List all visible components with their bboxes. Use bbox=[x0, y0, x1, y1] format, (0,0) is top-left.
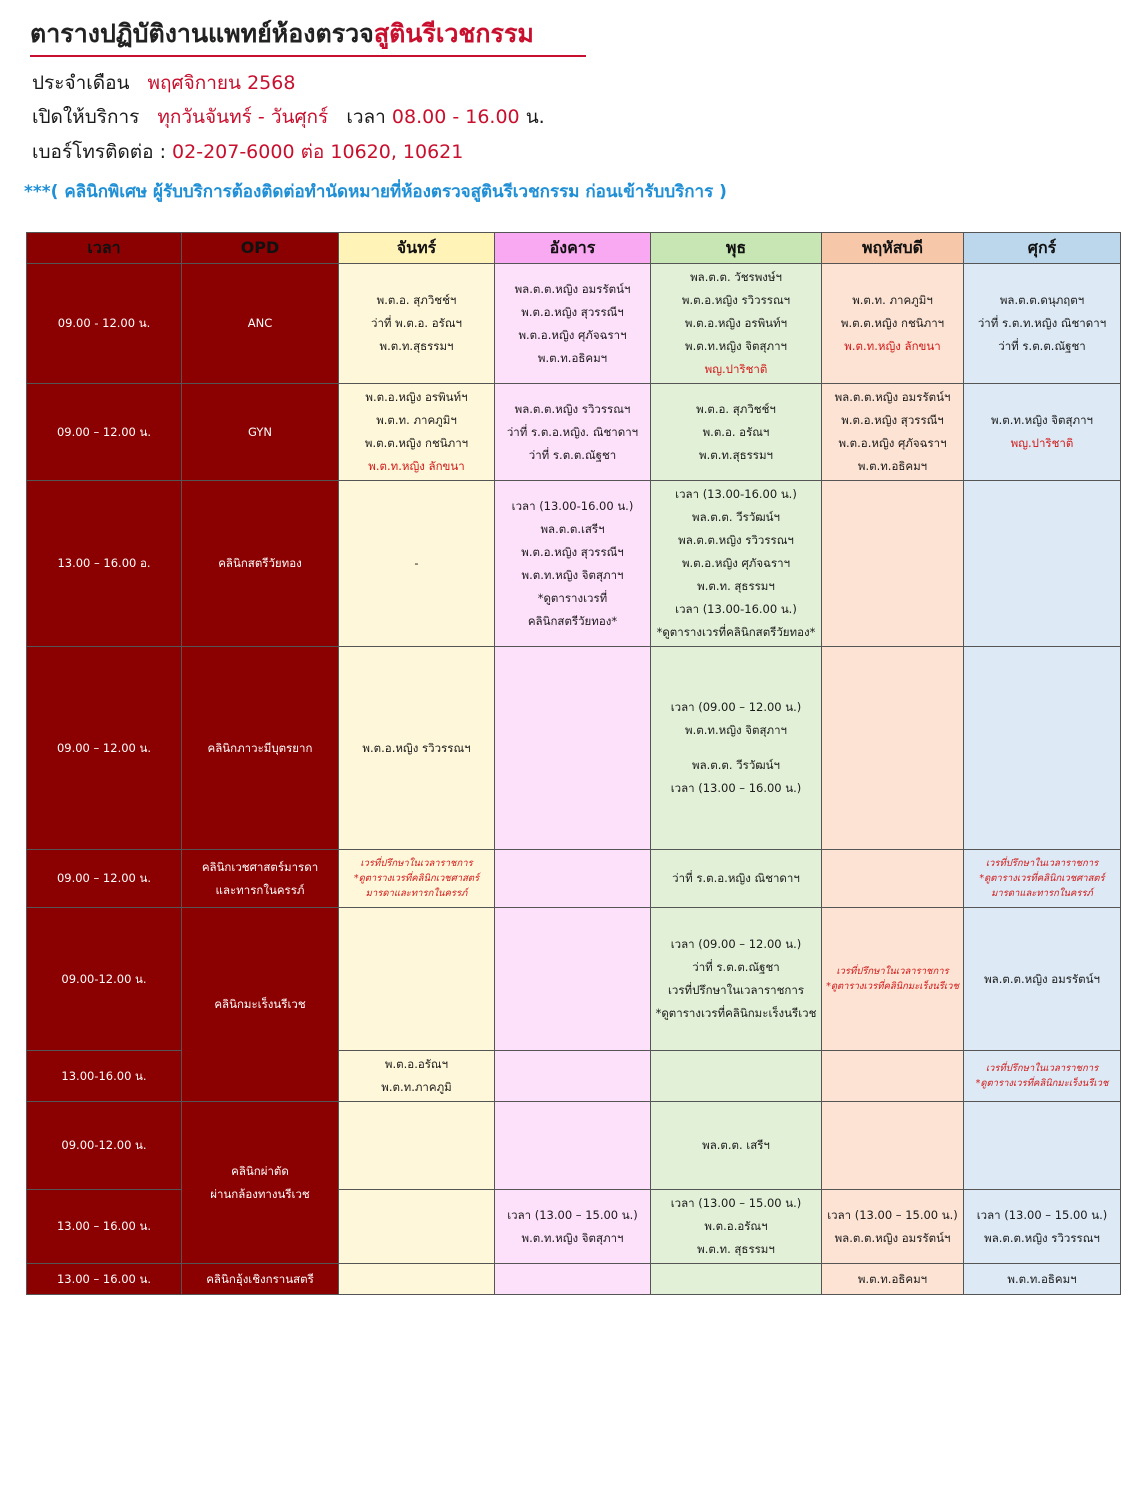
friday-cell bbox=[964, 264, 1121, 384]
monday-cell bbox=[339, 647, 495, 850]
row-endoscopic-am bbox=[27, 1102, 1121, 1190]
wednesday-cell bbox=[651, 384, 822, 481]
monday-cell bbox=[339, 1051, 495, 1102]
phone-value: 02-207-6000 bbox=[172, 141, 295, 163]
doctor-name: พล.ต.ต.หญิง รวิวรรณฯ bbox=[678, 533, 794, 547]
opd-name-line: และทารกในครรภ์ bbox=[215, 882, 305, 897]
monday-cell bbox=[339, 1102, 495, 1190]
doctor-name: พล.ต.ต. เสรีฯ bbox=[702, 1138, 770, 1152]
tuesday-cell bbox=[495, 481, 651, 647]
phone-label: เบอร์โทรติดต่อ : bbox=[32, 141, 166, 163]
tuesday-cell bbox=[495, 264, 651, 384]
friday-cell bbox=[964, 1190, 1121, 1264]
schedule-line: เวลา (13.00 – 15.00 น.) bbox=[507, 1207, 638, 1222]
consult-note: มารดาและทารกในครรภ์ bbox=[365, 888, 468, 899]
doctor-name: ว่าที่ ร.ต.อ.หญิง. ณิชาดาฯ bbox=[506, 424, 639, 439]
opd-cell: คลินิกสตรีวัยทอง bbox=[182, 481, 339, 647]
consult-note: *ดูตารางเวรที่คลินิกมะเร็งนรีเวช bbox=[826, 981, 959, 992]
wednesday-cell bbox=[651, 1102, 822, 1190]
opd-name-line: ผ่านกล้องทางนรีเวช bbox=[210, 1186, 310, 1201]
header-row bbox=[27, 233, 1121, 264]
friday-cell bbox=[964, 1264, 1121, 1295]
row-anc bbox=[27, 264, 1121, 384]
doctor-name: พล.ต.ต.หญิง อมรรัตน์ฯ bbox=[834, 1230, 951, 1245]
thursday-cell bbox=[822, 1051, 964, 1102]
doctor-name: พ.ต.อ.หญิง รวิวรรณฯ bbox=[362, 740, 471, 755]
col-header-thursday: พฤหัสบดี bbox=[822, 233, 964, 264]
ext-value: 10620, 10621 bbox=[330, 141, 464, 163]
doctor-name: พล.ต.ต.หญิง อมรรัตน์ฯ bbox=[514, 281, 631, 296]
month-label: ประจำเดือน bbox=[32, 72, 130, 94]
schedule-line: เวลา (09.00 – 12.00 น.) bbox=[670, 937, 802, 951]
friday-cell bbox=[964, 850, 1121, 908]
doctor-name: พ.ต.อ.หญิง ศุภัจฉราฯ bbox=[838, 436, 947, 450]
doctor-name-highlight: พญ.ปาริชาติ bbox=[1010, 436, 1074, 450]
doctor-name: พ.ต.ท.สุธรรมฯ bbox=[379, 339, 454, 353]
doctor-name: พล.ต.ต.หญิง อมรรัตน์ฯ bbox=[834, 390, 951, 404]
thursday-cell bbox=[822, 384, 964, 481]
row-maternal-fetal-clinic bbox=[27, 850, 1121, 908]
schedule-line: เวลา (13.00-16.00 น.) bbox=[511, 498, 634, 513]
row-gyn bbox=[27, 384, 1121, 481]
doctor-name: พ.ต.อ.หญิง สุวรรณีฯ bbox=[841, 413, 944, 427]
schedule-table bbox=[26, 232, 1121, 1295]
time-cell: 13.00 – 16.00 น. bbox=[27, 1190, 182, 1264]
tuesday-cell bbox=[495, 1264, 651, 1295]
opd-name-line: คลินิกเวชศาสตร์มารดา bbox=[201, 859, 319, 874]
opd-cell: คลินิกมะเร็งนรีเวช bbox=[182, 908, 339, 1102]
consult-note: *ดูตารางเวรที่คลินิกเวชศาสตร์ bbox=[979, 873, 1105, 884]
time-cell: 09.00-12.00 น. bbox=[27, 1102, 182, 1190]
friday-cell bbox=[964, 384, 1121, 481]
col-header-opd: OPD bbox=[182, 233, 339, 264]
time-cell: 09.00 – 12.00 น. bbox=[27, 850, 182, 908]
doctor-name: พ.ต.ท.หญิง จิตสุภาฯ bbox=[685, 723, 787, 737]
doctor-name: ว่าที่ ร.ต.ต.ณัฐชา bbox=[692, 960, 780, 974]
schedule-note: *ดูตารางเวรที่ bbox=[537, 590, 608, 605]
thursday-cell bbox=[822, 1102, 964, 1190]
friday-cell bbox=[964, 481, 1121, 647]
month-line bbox=[32, 68, 295, 98]
wednesday-cell bbox=[651, 1264, 822, 1295]
tuesday-cell bbox=[495, 384, 651, 481]
doctor-name: พ.ต.ท.อธิคมฯ bbox=[537, 350, 608, 365]
special-clinic-notice: ***( คลินิกพิเศษ ผู้รับบริการต้องติดต่อทำนัดหมายที่ห้องตรวจสูตินรีเวชกรรม ก่อนเข้ารับบริการ ) bbox=[24, 182, 727, 202]
monday-cell: - bbox=[339, 481, 495, 647]
time-cell: 09.00-12.00 น. bbox=[27, 908, 182, 1051]
schedule-line: เวลา (13.00-16.00 น.) bbox=[675, 487, 797, 501]
doctor-name: พ.ต.ท.หญิง จิตสุภาฯ bbox=[521, 1230, 624, 1245]
tuesday-cell bbox=[495, 647, 651, 850]
doctor-name: พ.ต.ท.ภาคภูมิ bbox=[381, 1080, 452, 1094]
time-cell: 09.00 - 12.00 น. bbox=[27, 264, 182, 384]
row-gyn-oncology-am bbox=[27, 908, 1121, 1051]
doctor-name: ว่าที่ ร.ต.อ.หญิง ณิชาดาฯ bbox=[672, 871, 800, 885]
thursday-cell bbox=[822, 264, 964, 384]
consult-note: เวรที่ปรึกษาในเวลาราชการ bbox=[836, 966, 949, 977]
doctor-name: พล.ต.ต.หญิง อมรรัตน์ฯ bbox=[984, 971, 1100, 986]
schedule-line: เวลา (13.00 – 16.00 น.) bbox=[670, 781, 802, 795]
thursday-cell bbox=[822, 908, 964, 1051]
time-unit: น. bbox=[525, 106, 545, 128]
doctor-name: พล.ต.ต. วีรวัฒน์ฯ bbox=[692, 510, 780, 524]
opd-cell: คลินิกอุ้งเชิงกรานสตรี bbox=[182, 1264, 339, 1295]
monday-cell bbox=[339, 264, 495, 384]
consult-note: เวรที่ปรึกษาในเวลาราชการ bbox=[985, 858, 1099, 869]
doctor-name: พล.ต.ต. วีรวัฒน์ฯ bbox=[692, 758, 780, 772]
doctor-name: พ.ต.อ.หญิง อรพินท์ฯ bbox=[684, 316, 788, 330]
wednesday-cell bbox=[651, 1051, 822, 1102]
phone-line bbox=[32, 137, 463, 167]
page-title bbox=[30, 14, 534, 54]
service-label: เปิดให้บริการ bbox=[32, 106, 140, 128]
doctor-name: พ.ต.ท. ภาคภูมิฯ bbox=[376, 413, 457, 427]
service-days: ทุกวันจันทร์ - วันศุกร์ bbox=[157, 106, 329, 128]
wednesday-cell bbox=[651, 850, 822, 908]
wednesday-cell bbox=[651, 481, 822, 647]
monday-cell bbox=[339, 1190, 495, 1264]
doctor-name: พ.ต.อ. สุภวิชช์ฯ bbox=[376, 293, 457, 307]
doctor-name: พ.ต.ท.อธิคมฯ bbox=[857, 459, 928, 473]
col-header-friday: ศุกร์ bbox=[964, 233, 1121, 264]
time-value: 08.00 - 16.00 bbox=[391, 106, 520, 128]
col-header-time: เวลา bbox=[27, 233, 182, 264]
doctor-name: พ.ต.ท. สุธรรมฯ bbox=[697, 579, 775, 593]
doctor-name: พ.ต.ท.หญิง จิตสุภาฯ bbox=[685, 339, 787, 353]
opd-cell: ANC bbox=[182, 264, 339, 384]
monday-cell bbox=[339, 850, 495, 908]
service-line bbox=[32, 102, 545, 132]
wednesday-cell bbox=[651, 264, 822, 384]
doctor-name: พล.ต.ต.ดนุภฤตฯ bbox=[999, 293, 1085, 307]
doctor-name: พ.ต.อ. อรัณฯ bbox=[702, 424, 770, 439]
friday-cell bbox=[964, 647, 1121, 850]
doctor-name: พ.ต.ท. สุธรรมฯ bbox=[697, 1242, 775, 1256]
doctor-name: พ.ต.ท.อธิคมฯ bbox=[1007, 1271, 1077, 1286]
schedule-note: *ดูตารางเวรที่คลินิกสตรีวัยทอง* bbox=[656, 625, 816, 639]
row-infertility-clinic bbox=[27, 647, 1121, 850]
doctor-name: พล.ต.ต. วัชรพงษ์ฯ bbox=[690, 270, 782, 284]
schedule-line: เวลา (13.00-16.00 น.) bbox=[675, 602, 797, 616]
doctor-name-highlight: พ.ต.ท.หญิง ลักขนา bbox=[844, 339, 941, 353]
thursday-cell bbox=[822, 647, 964, 850]
col-header-monday: จันทร์ bbox=[339, 233, 495, 264]
schedule-line: เวลา (13.00 – 15.00 น.) bbox=[976, 1207, 1108, 1222]
thursday-cell bbox=[822, 850, 964, 908]
opd-cell: GYN bbox=[182, 384, 339, 481]
time-cell: 13.00 – 16.00 น. bbox=[27, 1264, 182, 1295]
doctor-name: พล.ต.ต.หญิง รวิวรรณฯ bbox=[514, 401, 631, 416]
doctor-name: พ.ต.ท.อธิคมฯ bbox=[857, 1271, 928, 1286]
thursday-cell bbox=[822, 481, 964, 647]
friday-cell bbox=[964, 1051, 1121, 1102]
tuesday-cell bbox=[495, 1190, 651, 1264]
schedule-note: คลินิกสตรีวัยทอง* bbox=[527, 613, 618, 628]
doctor-name: พ.ต.ท.สุธรรมฯ bbox=[698, 447, 774, 462]
row-menopause-clinic bbox=[27, 481, 1121, 647]
tuesday-cell bbox=[495, 850, 651, 908]
schedule-note: เวรที่ปรึกษาในเวลาราชการ bbox=[667, 983, 805, 997]
tuesday-cell bbox=[495, 1051, 651, 1102]
opd-name-line: คลินิกผ่าตัด bbox=[231, 1163, 289, 1178]
schedule-line: เวลา (13.00 – 15.00 น.) bbox=[670, 1196, 802, 1210]
doctor-name: พ.ต.อ.อรัณฯ bbox=[384, 1057, 449, 1071]
monday-cell bbox=[339, 1264, 495, 1295]
col-header-tuesday: อังคาร bbox=[495, 233, 651, 264]
time-label: เวลา bbox=[346, 106, 386, 128]
wednesday-cell bbox=[651, 908, 822, 1051]
doctor-name: พ.ต.อ.หญิง สุวรรณีฯ bbox=[521, 304, 624, 319]
doctor-name: พ.ต.อ. สุภวิชช์ฯ bbox=[696, 401, 776, 416]
row-urogynecology-clinic bbox=[27, 1264, 1121, 1295]
doctor-name: พ.ต.ต.หญิง กชนิภาฯ bbox=[364, 436, 469, 450]
ext-label: ต่อ bbox=[300, 141, 325, 163]
time-cell: 09.00 – 12.00 น. bbox=[27, 647, 182, 850]
time-cell: 13.00-16.00 น. bbox=[27, 1051, 182, 1102]
doctor-name: พ.ต.อ.หญิง ศุภัจฉราฯ bbox=[518, 327, 627, 342]
thursday-cell bbox=[822, 1264, 964, 1295]
doctor-name: พ.ต.อ.หญิง รวิวรรณฯ bbox=[681, 293, 791, 307]
wednesday-cell bbox=[651, 647, 822, 850]
doctor-name: พ.ต.อ.อรัณฯ bbox=[704, 1219, 768, 1233]
tuesday-cell bbox=[495, 908, 651, 1051]
doctor-name: พล.ต.ต.หญิง รวิวรรณฯ bbox=[984, 1230, 1100, 1245]
schedule-note: *ดูตารางเวรที่คลินิกมะเร็งนรีเวช bbox=[655, 1006, 817, 1020]
consult-note: *ดูตารางเวรที่คลินิกเวชศาสตร์ bbox=[353, 873, 480, 884]
doctor-name: พ.ต.อ.หญิง สุวรรณีฯ bbox=[521, 544, 624, 559]
opd-cell: คลินิกภาวะมีบุตรยาก bbox=[182, 647, 339, 850]
doctor-name: พ.ต.ท. ภาคภูมิฯ bbox=[852, 293, 933, 307]
doctor-name: ว่าที่ ร.ต.ท.หญิง ณิชาดาฯ bbox=[977, 316, 1107, 330]
friday-cell bbox=[964, 908, 1121, 1051]
title-underline bbox=[30, 55, 586, 57]
doctor-name: พ.ต.ต.หญิง กชนิภาฯ bbox=[840, 316, 945, 330]
title-department: สูตินรีเวชกรรม bbox=[373, 19, 534, 48]
wednesday-cell bbox=[651, 1190, 822, 1264]
month-value: พฤศจิกายน 2568 bbox=[147, 72, 296, 94]
monday-cell bbox=[339, 908, 495, 1051]
doctor-name-highlight: พ.ต.ท.หญิง ลักขนา bbox=[368, 459, 465, 473]
monday-cell bbox=[339, 384, 495, 481]
thursday-cell bbox=[822, 1190, 964, 1264]
opd-cell bbox=[182, 850, 339, 908]
time-cell: 09.00 – 12.00 น. bbox=[27, 384, 182, 481]
consult-note: เวรที่ปรึกษาในเวลาราชการ bbox=[985, 1063, 1099, 1074]
doctor-name: พ.ต.ท.หญิง จิตสุภาฯ bbox=[521, 567, 624, 582]
doctor-name: ว่าที่ พ.ต.อ. อรัณฯ bbox=[371, 316, 462, 330]
consult-note: เวรที่ปรึกษาในเวลาราชการ bbox=[360, 858, 473, 869]
doctor-name: ว่าที่ ร.ต.ต.ณัฐชา bbox=[998, 339, 1086, 353]
tuesday-cell bbox=[495, 1102, 651, 1190]
opd-cell bbox=[182, 1102, 339, 1264]
col-header-wednesday: พุธ bbox=[651, 233, 822, 264]
consult-note: *ดูตารางเวรที่คลินิกมะเร็งนรีเวช bbox=[975, 1078, 1109, 1089]
time-cell: 13.00 – 16.00 อ. bbox=[27, 481, 182, 647]
doctor-name: พ.ต.อ.หญิง ศุภัจฉราฯ bbox=[681, 556, 791, 570]
consult-note: มารดาและทารกในครรภ์ bbox=[991, 888, 1093, 899]
doctor-name: ว่าที่ ร.ต.ต.ณัฐชา bbox=[528, 447, 617, 462]
doctor-name-highlight: พญ.ปาริชาติ bbox=[704, 362, 768, 376]
doctor-name: พล.ต.ต.เสรีฯ bbox=[540, 521, 605, 536]
doctor-name: พ.ต.อ.หญิง อรพินท์ฯ bbox=[365, 390, 468, 404]
friday-cell bbox=[964, 1102, 1121, 1190]
schedule-line: เวลา (09.00 – 12.00 น.) bbox=[670, 700, 802, 714]
schedule-line: เวลา (13.00 – 15.00 น.) bbox=[827, 1207, 958, 1222]
doctor-name: พ.ต.ท.หญิง จิตสุภาฯ bbox=[991, 413, 1093, 427]
title-main: ตารางปฏิบัติงานแพทย์ห้องตรวจ bbox=[30, 19, 374, 48]
